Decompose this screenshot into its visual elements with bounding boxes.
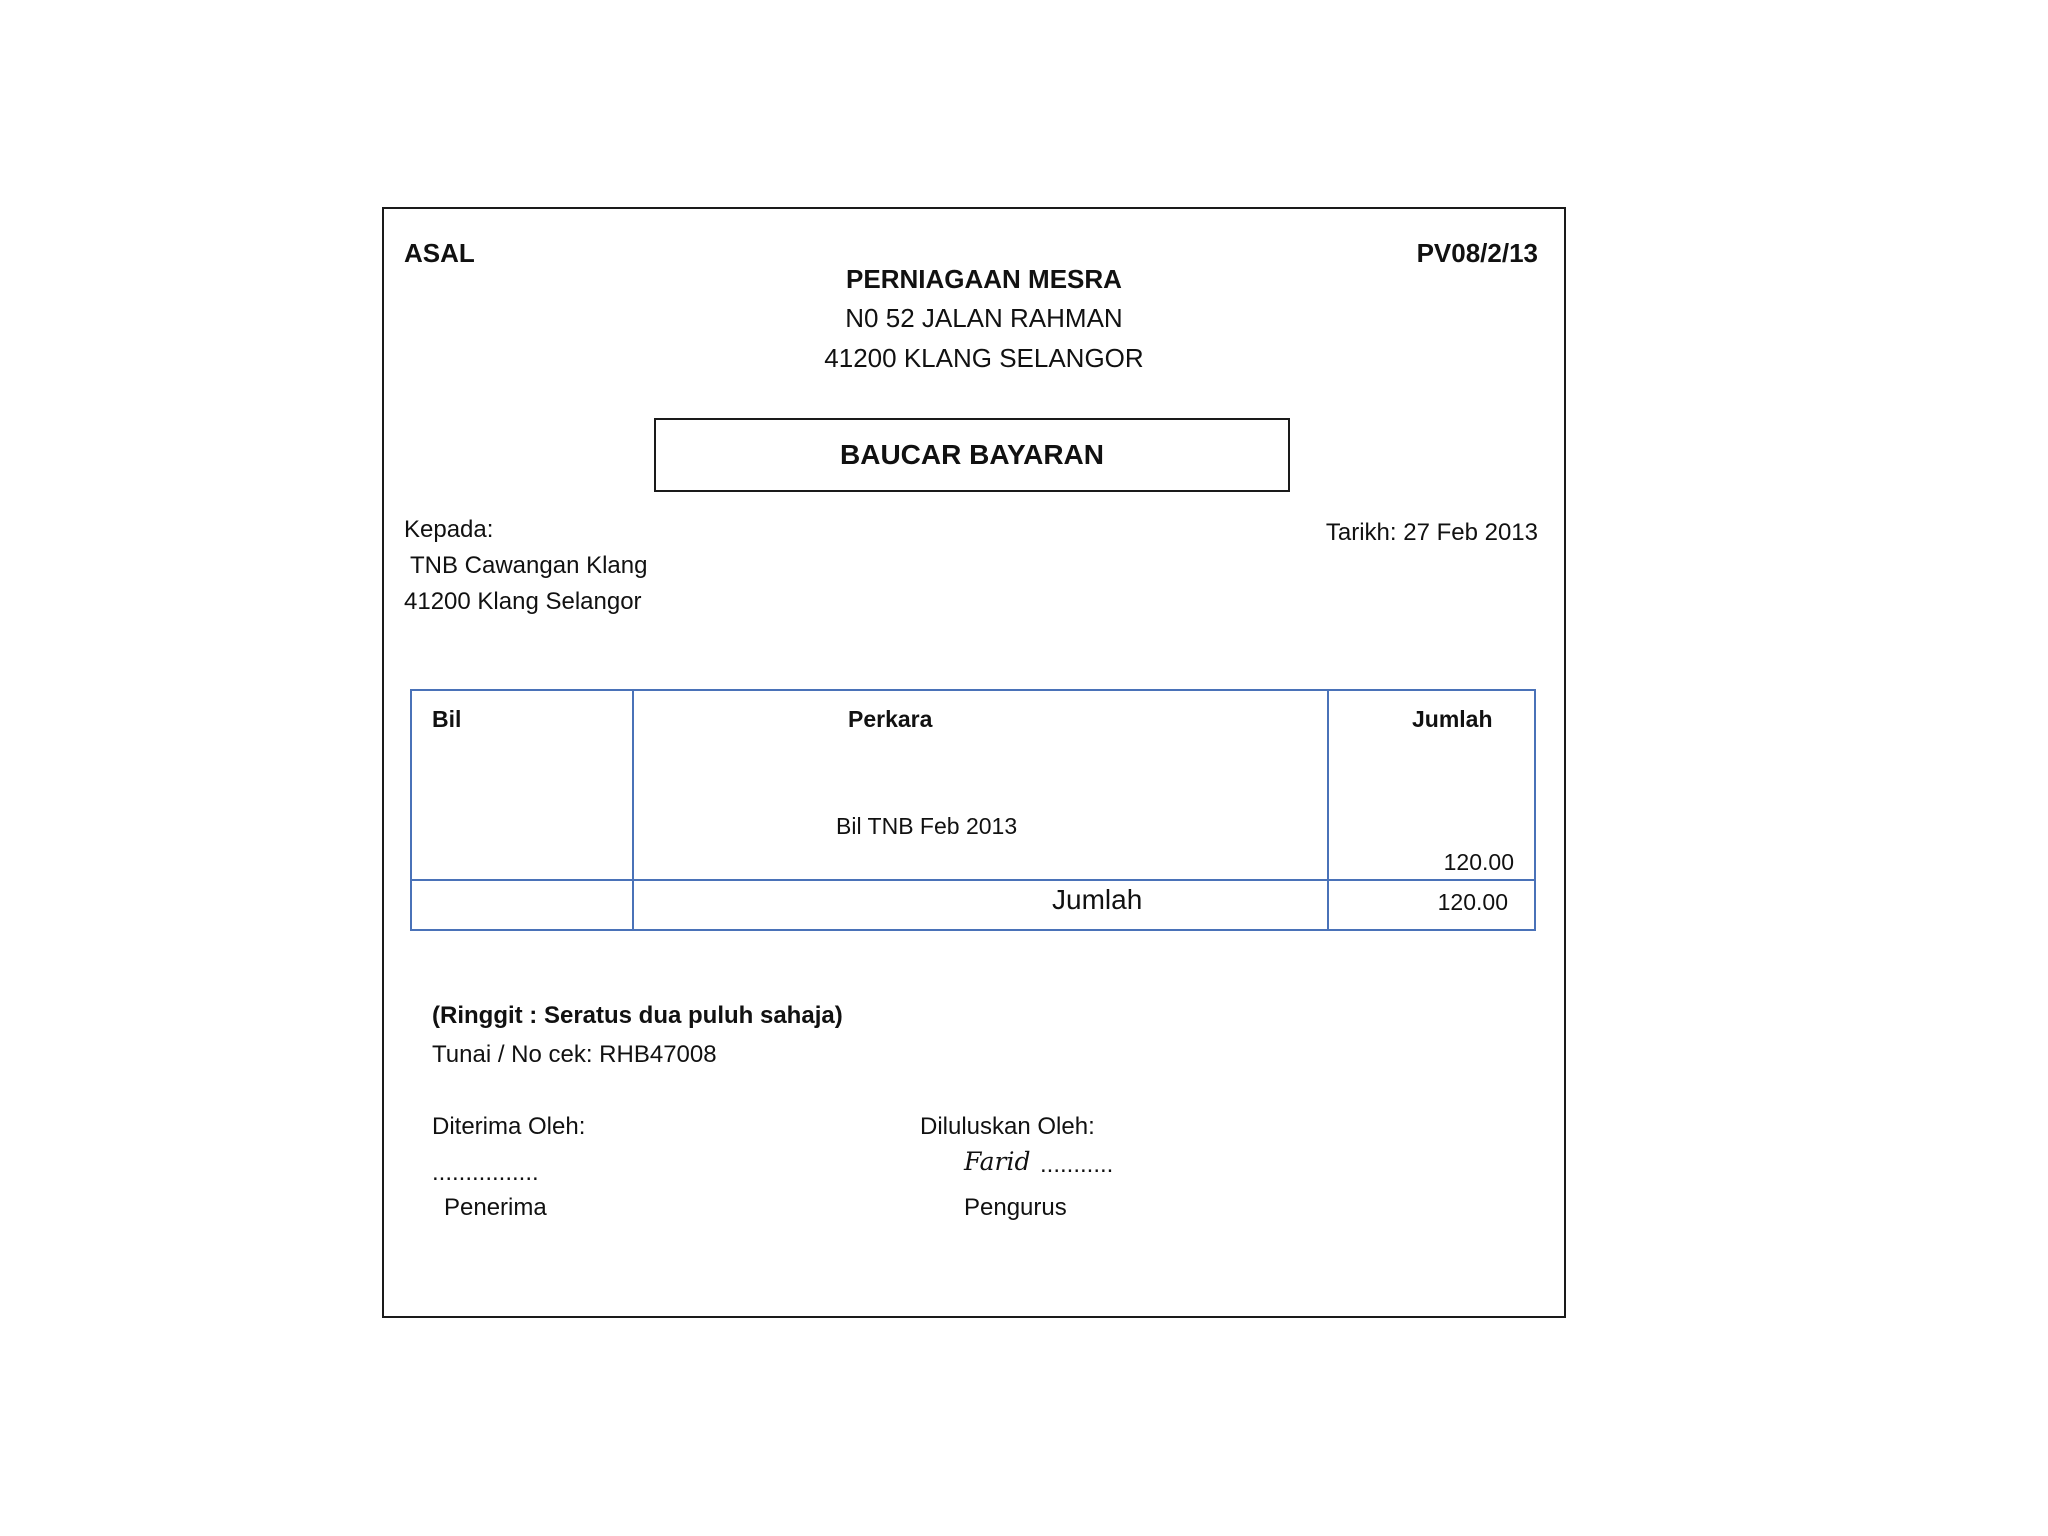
company-address-line2: 41200 KLANG SELANGOR: [824, 343, 1144, 373]
recipient-line1: TNB Cawangan Klang: [410, 552, 648, 579]
total-label: Jumlah: [1052, 884, 1143, 915]
table-header-bil: Bil: [432, 706, 462, 732]
table-divider-1: [632, 691, 634, 929]
approver-signature: Farid: [964, 1147, 1031, 1176]
table-total-divider: [412, 879, 1534, 881]
received-by-dots: ................: [432, 1159, 539, 1186]
approved-by-label: Diluluskan Oleh:: [920, 1113, 1095, 1140]
approved-by-role: Pengurus: [964, 1194, 1067, 1221]
recipient-line2: 41200 Klang Selangor: [404, 588, 642, 615]
company-address-line1: N0 52 JALAN RAHMAN: [845, 303, 1123, 333]
received-by-role: Penerima: [444, 1194, 547, 1221]
amount-in-words: (Ringgit : Seratus dua puluh sahaja): [432, 1002, 843, 1029]
received-by-label: Diterima Oleh:: [432, 1113, 586, 1140]
recipient-label: Kepada:: [404, 516, 494, 543]
row-jumlah: 120.00: [1443, 849, 1514, 875]
voucher-date: Tarikh: 27 Feb 2013: [1325, 519, 1538, 546]
company-name: PERNIAGAAN MESRA: [846, 264, 1122, 294]
row-perkara: Bil TNB Feb 2013: [836, 813, 1018, 839]
approved-by-dots: ...........: [1040, 1151, 1114, 1178]
table-divider-2: [1327, 691, 1329, 929]
payment-method: Tunai / No cek: RHB47008: [432, 1041, 717, 1068]
voucher-title: [654, 418, 1290, 492]
voucher-title-text: BAUCAR BAYARAN: [840, 439, 1104, 470]
table-header-jumlah: Jumlah: [1412, 706, 1493, 732]
payment-voucher: [382, 207, 1566, 1318]
voucher-number: PV08/2/13: [1416, 238, 1538, 268]
items-table: [410, 689, 1536, 931]
total-value: 120.00: [1437, 889, 1508, 915]
copy-label: ASAL: [404, 238, 475, 268]
table-header-perkara: Perkara: [848, 706, 933, 732]
